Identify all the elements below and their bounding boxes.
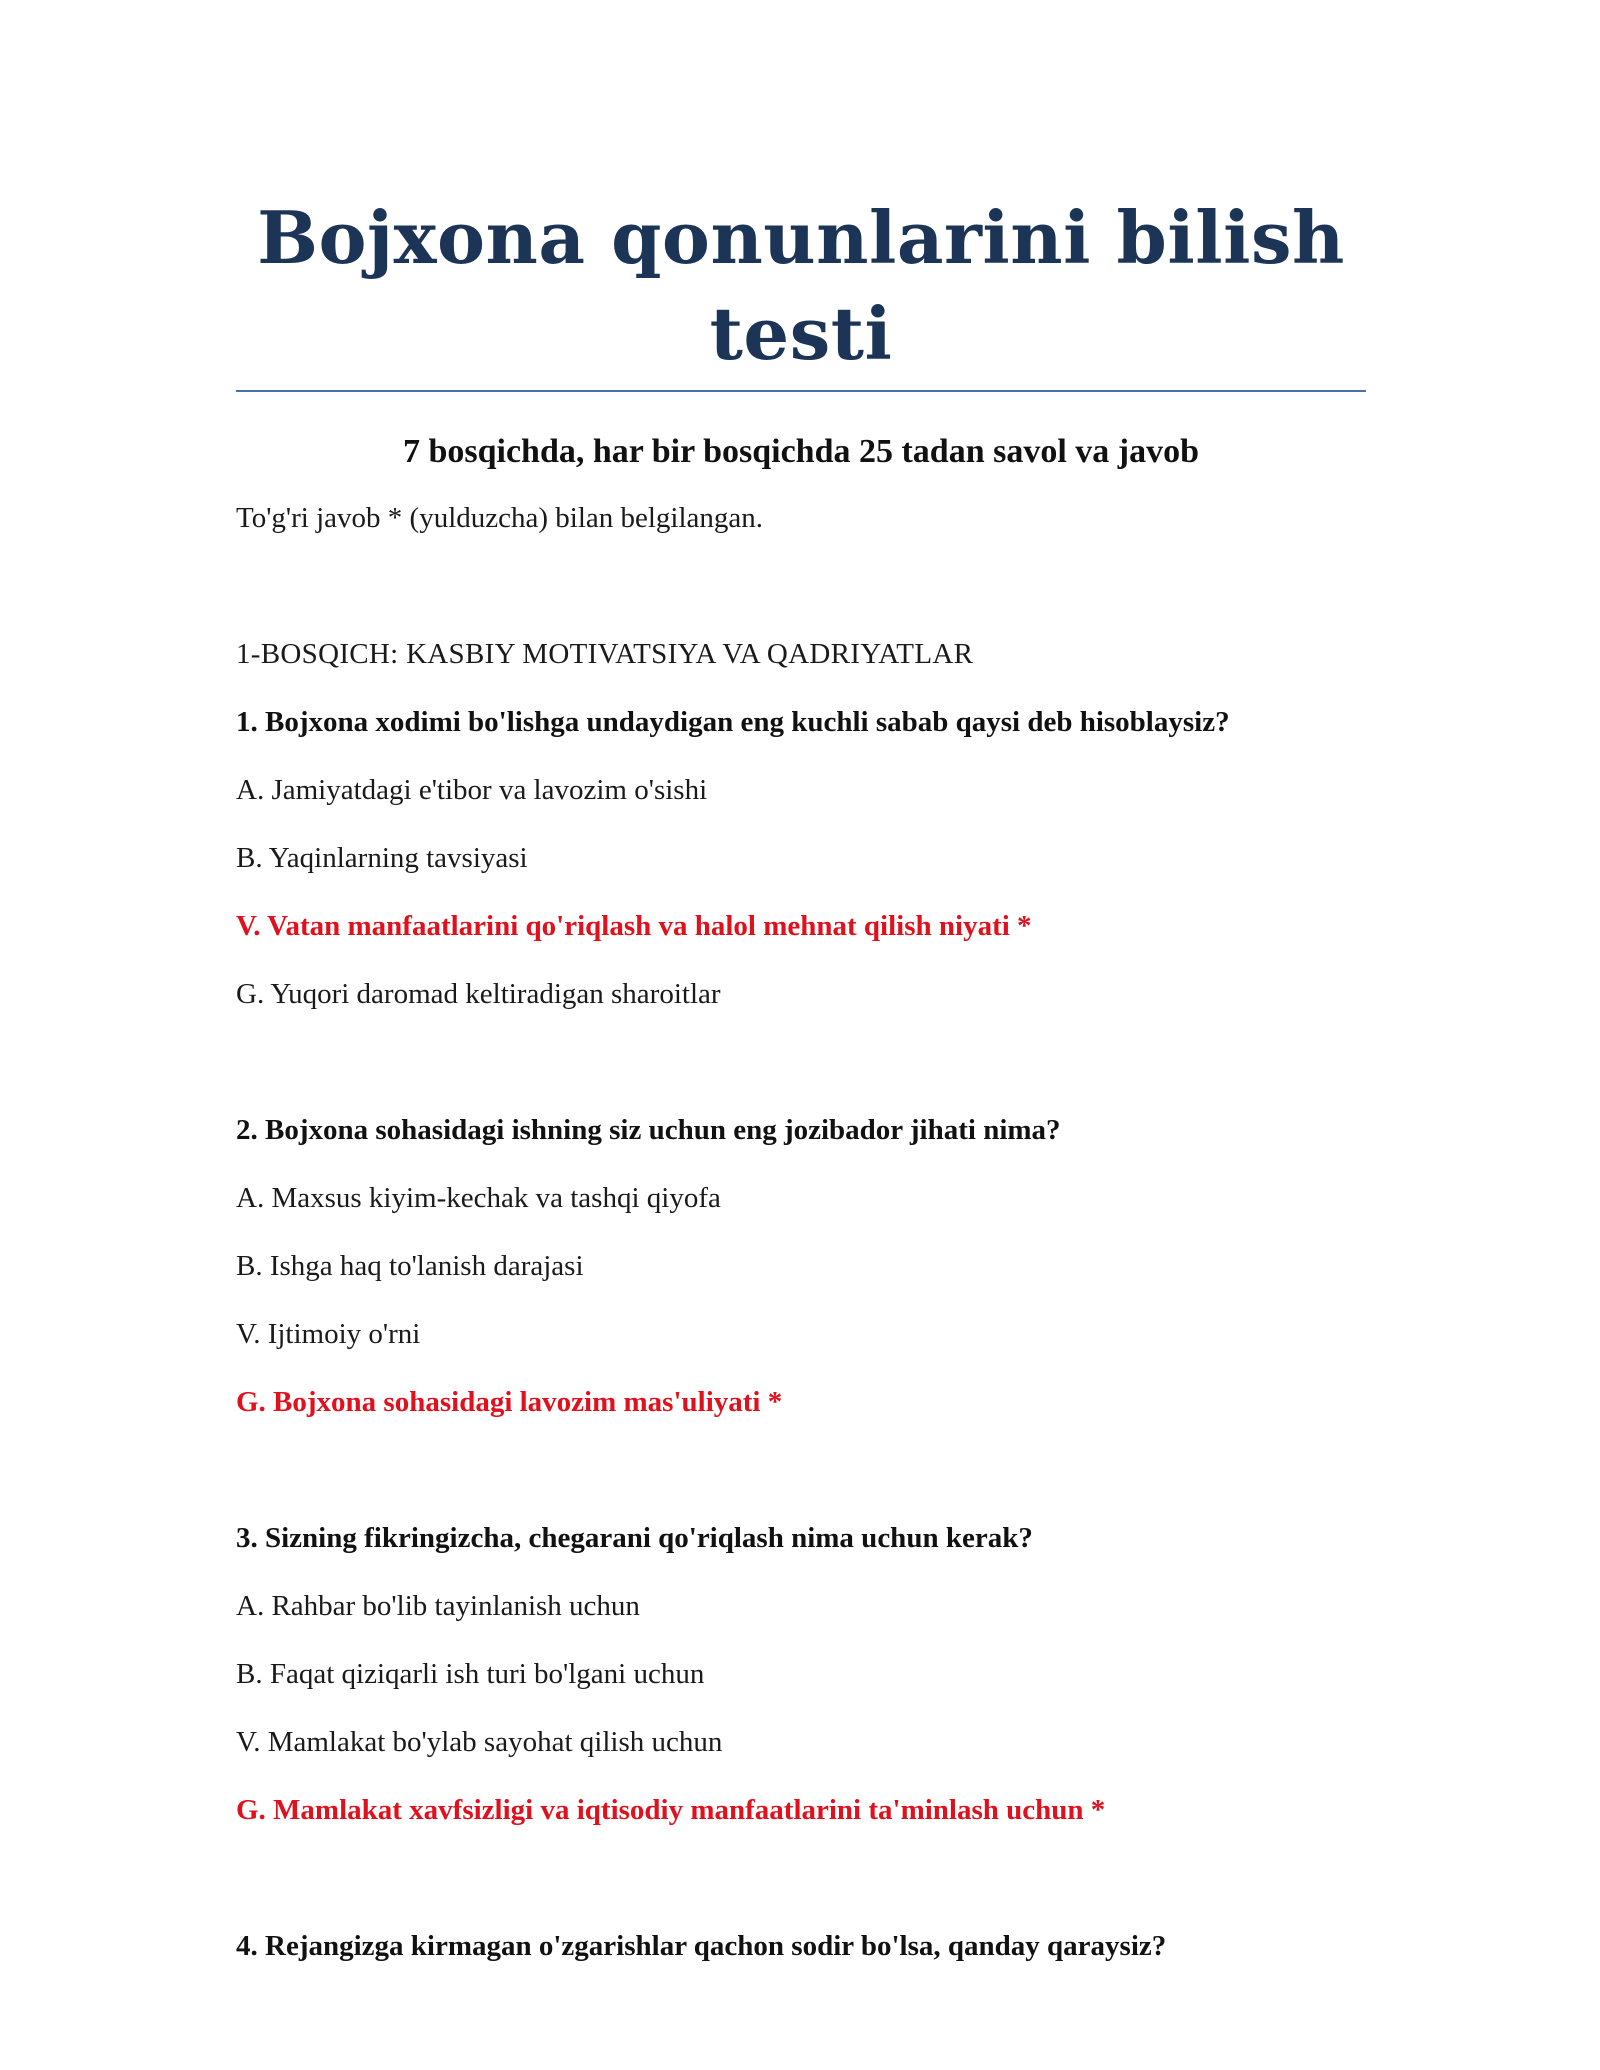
section-title: 1-BOSQICH: KASBIY MOTIVATSIYA VA QADRIYATLAR [236, 638, 974, 670]
title-divider [236, 390, 1366, 392]
question-block [236, 1830, 1366, 1966]
answer-option: B. Faqat qiziqarli ish turi bo'lgani uchun [236, 1658, 705, 1690]
question-block [236, 1014, 1366, 1422]
document-subtitle: 7 bosqichda, har bir bosqichda 25 tadan savol va javob [402, 433, 1200, 470]
question-text: 4. Rejangizga kirmagan o'zgarishlar qachon sodir bo'lsa, qanday qaraysiz? [236, 1930, 1167, 1962]
question-text: 2. Bojxona sohasidagi ishning siz uchun eng jozibador jihati nima? [236, 1114, 1061, 1146]
question-list [236, 674, 1366, 1966]
answer-option: B. Ishga haq to'lanish darajasi [236, 1250, 584, 1282]
answer-option: G. Yuqori daromad keltiradigan sharoitlar [236, 978, 721, 1010]
answer-option: A. Maxsus kiyim-kechak va tashqi qiyofa [236, 1182, 721, 1214]
question-block [236, 674, 1366, 1014]
answer-option-correct: V. Vatan manfaatlarini qo'riqlash va halol mehnat qilish niyati * [236, 910, 1032, 942]
document-page [236, 0, 1366, 1966]
answer-option: V. Ijtimoiy o'rni [236, 1318, 421, 1350]
answer-option: B. Yaqinlarning tavsiyasi [236, 842, 528, 874]
question-block [236, 1422, 1366, 1830]
answer-option: A. Jamiyatdagi e'tibor va lavozim o'sishi [236, 774, 708, 806]
answer-option: A. Rahbar bo'lib tayinlanish uchun [236, 1590, 640, 1622]
document-title: Bojxona qonunlarini bilish testi [257, 195, 1345, 376]
question-text: 1. Bojxona xodimi bo'lishga undaydigan eng kuchli sabab qaysi deb hisoblaysiz? [236, 706, 1230, 738]
answer-option-correct: G. Mamlakat xavfsizligi va iqtisodiy manfaatlarini ta'minlash uchun * [236, 1794, 1106, 1826]
answer-key-note: To'g'ri javob * (yulduzcha) bilan belgilangan. [236, 502, 764, 534]
answer-option: V. Mamlakat bo'ylab sayohat qilish uchun [236, 1726, 723, 1758]
question-text: 3. Sizning fikringizcha, chegarani qo'riqlash nima uchun kerak? [236, 1522, 1033, 1554]
answer-option-correct: G. Bojxona sohasidagi lavozim mas'uliyati * [236, 1386, 783, 1418]
